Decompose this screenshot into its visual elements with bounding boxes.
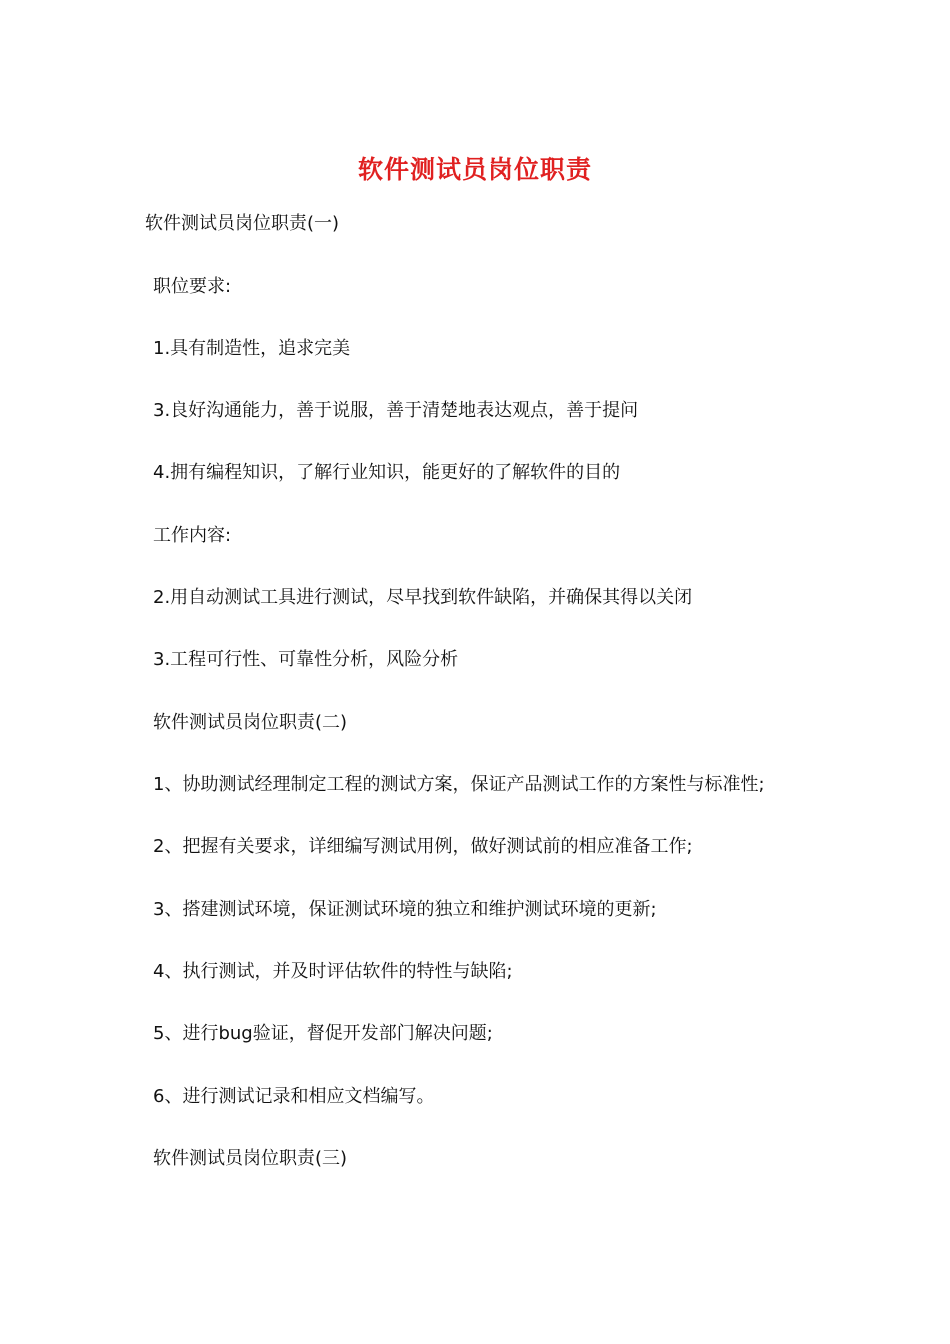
work-item: 3.工程可行性、可靠性分析，风险分析: [153, 649, 459, 670]
requirement-item: 3.良好沟通能力，善于说服，善于清楚地表达观点，善于提问: [153, 400, 639, 421]
subheading-requirements: 职位要求:: [153, 276, 232, 297]
requirement-item: 4.拥有编程知识，了解行业知识，能更好的了解软件的目的: [153, 462, 621, 483]
duty-item: 2、把握有关要求，详细编写测试用例，做好测试前的相应准备工作;: [153, 836, 693, 857]
requirement-item: 1.具有制造性，追求完美: [153, 338, 351, 359]
duty-item: 4、执行测试，并及时评估软件的特性与缺陷;: [153, 961, 513, 982]
section-heading-1: 软件测试员岗位职责(一): [145, 213, 340, 234]
duty-item: 3、搭建测试环境，保证测试环境的独立和维护测试环境的更新;: [153, 899, 657, 920]
section-heading-2: 软件测试员岗位职责(二): [153, 712, 348, 733]
section-heading-3: 软件测试员岗位职责(三): [153, 1148, 348, 1169]
work-item: 2.用自动测试工具进行测试，尽早找到软件缺陷，并确保其得以关闭: [153, 587, 693, 608]
subheading-work-content: 工作内容:: [153, 525, 232, 546]
duty-item: 5、进行bug验证，督促开发部门解决问题;: [153, 1023, 493, 1044]
duty-item: 6、进行测试记录和相应文档编写。: [153, 1086, 435, 1107]
document-title: 软件测试员岗位职责: [357, 155, 592, 184]
duty-item: 1、协助测试经理制定工程的测试方案，保证产品测试工作的方案性与标准性;: [153, 774, 765, 795]
